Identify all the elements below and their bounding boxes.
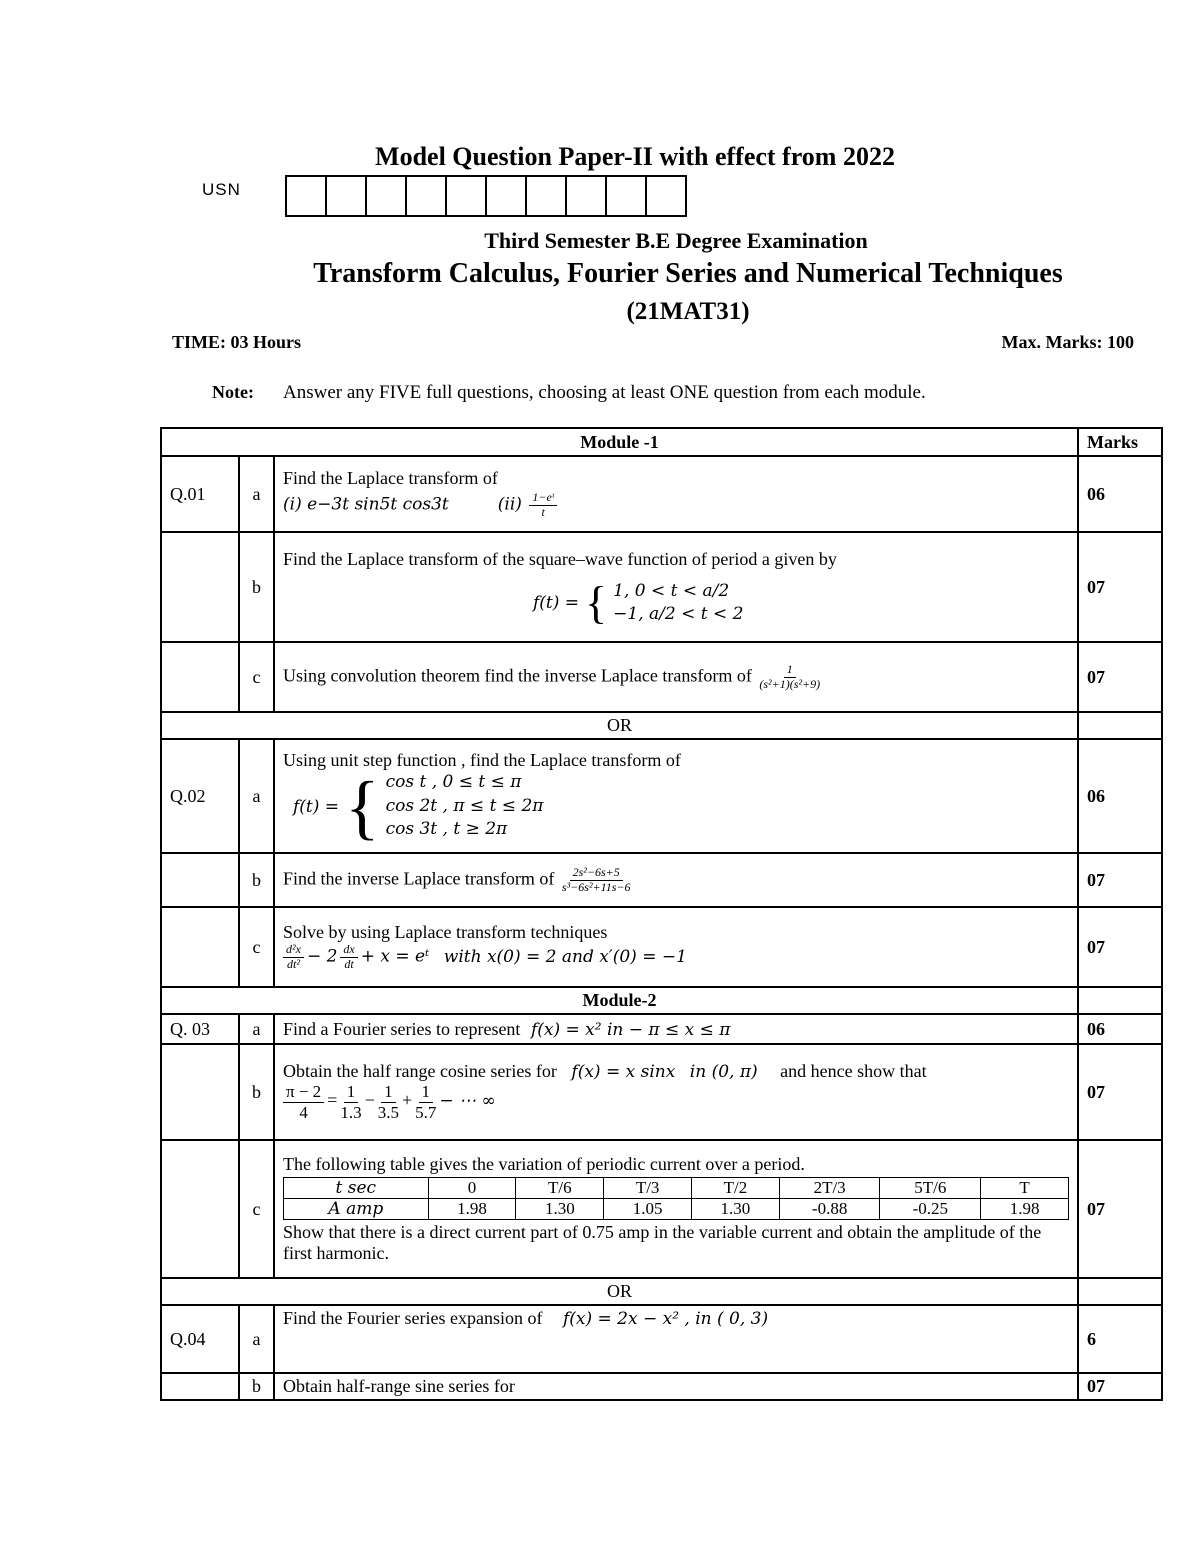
usn-boxes xyxy=(287,175,687,217)
marks-value: 07 xyxy=(1078,642,1162,712)
math-expression: f(x) = 2x − x² , in ( 0, 3) xyxy=(562,1309,769,1329)
usn-box xyxy=(325,175,367,217)
sub-label: a xyxy=(239,1305,274,1373)
or-divider: OR xyxy=(161,712,1078,739)
note-text: Answer any FIVE full questions, choosing at least ONE question from each module. xyxy=(283,382,926,403)
fraction-numerator: 1 xyxy=(381,1082,396,1103)
sub-label: a xyxy=(239,456,274,532)
question-prompt-tail: and hence show that xyxy=(780,1061,927,1082)
table-row xyxy=(161,1044,1162,1140)
table-cell: -0.88 xyxy=(779,1199,880,1220)
math-expression: (i) e−3t sin5t cos3t xyxy=(283,494,449,515)
table-cell: T/6 xyxy=(516,1178,604,1199)
table-row xyxy=(161,1373,1162,1400)
fraction-numerator: π − 2 xyxy=(283,1082,324,1103)
math-expression: − ⋯ ∞ xyxy=(439,1091,496,1112)
question-prompt: Find the Fourier series expansion of xyxy=(283,1308,543,1328)
question-table xyxy=(160,427,1163,1401)
fraction-numerator: dx xyxy=(340,943,357,958)
question-text xyxy=(274,456,1078,532)
table-row xyxy=(161,532,1162,642)
usn-box xyxy=(645,175,687,217)
paper-title: Model Question Paper-II with effect from 2022 xyxy=(375,142,895,171)
fraction-numerator: 1−eᵗ xyxy=(529,491,556,506)
module-2-header: Module-2 xyxy=(161,987,1078,1014)
function-lhs: f(t) = xyxy=(533,592,580,613)
case-line: −1, a/2 < t < 2 xyxy=(613,603,744,624)
table-cell: T/3 xyxy=(604,1178,692,1199)
fraction-numerator: 1 xyxy=(419,1082,434,1103)
fraction-denominator: 3.5 xyxy=(377,1103,399,1122)
usn-box xyxy=(565,175,607,217)
question-text xyxy=(274,1140,1078,1278)
table-row xyxy=(161,642,1162,712)
fraction-numerator: 2s²−6s+5 xyxy=(570,866,623,881)
marks-value: 6 xyxy=(1078,1305,1162,1373)
table-row xyxy=(161,456,1162,532)
differential-equation xyxy=(283,943,1069,972)
brace-symbol: { xyxy=(345,766,380,847)
question-text xyxy=(274,853,1078,907)
question-prompt: Using unit step function , find the Laplace transform of xyxy=(283,749,681,770)
sub-label: a xyxy=(239,739,274,853)
piecewise-function xyxy=(533,576,744,628)
case-line: cos 2t , π ≤ t ≤ 2π xyxy=(385,795,544,816)
question-prompt: Find the Laplace transform of the square–wave function of period a given by xyxy=(283,548,837,569)
module-1-header: Module -1 xyxy=(161,428,1078,456)
usn-box xyxy=(405,175,447,217)
question-prompt: Find the Laplace transform of xyxy=(283,468,498,489)
table-cell: A amp xyxy=(284,1199,429,1220)
math-expression: f(x) = x² in − π ≤ x ≤ π xyxy=(530,1019,731,1040)
table-cell: 1.98 xyxy=(428,1199,516,1220)
question-text xyxy=(274,907,1078,987)
question-text xyxy=(274,532,1078,642)
table-row xyxy=(284,1199,1069,1220)
sub-label: c xyxy=(239,1140,274,1278)
question-text xyxy=(274,1044,1078,1140)
sub-label: b xyxy=(239,1373,274,1400)
question-prompt: Using convolution theorem find the inverse Laplace transform of xyxy=(283,665,752,686)
sub-label: c xyxy=(239,907,274,987)
marks-value: 07 xyxy=(1078,1140,1162,1278)
table-row xyxy=(161,907,1162,987)
table-cell: 1.30 xyxy=(692,1199,780,1220)
sub-label: c xyxy=(239,642,274,712)
fraction-numerator: 1 xyxy=(784,663,796,678)
marks-value: 07 xyxy=(1078,907,1162,987)
table-row xyxy=(161,1014,1162,1044)
table-row xyxy=(161,853,1162,907)
marks-value: 07 xyxy=(1078,1373,1162,1400)
table-cell: 0 xyxy=(428,1178,516,1199)
note-label: Note: xyxy=(212,382,254,402)
fraction xyxy=(529,491,556,520)
question-text xyxy=(274,642,1078,712)
table-cell: T xyxy=(981,1178,1069,1199)
table-row xyxy=(161,1305,1162,1373)
current-table xyxy=(283,1177,1069,1220)
case-line: cos t , 0 ≤ t ≤ π xyxy=(385,771,522,792)
question-number: Q.02 xyxy=(161,739,239,853)
brace-symbol: { xyxy=(585,576,608,628)
usn-box xyxy=(285,175,327,217)
fraction-denominator: (s²+1)(s²+9) xyxy=(759,676,821,691)
marks-value: 07 xyxy=(1078,532,1162,642)
question-prompt: The following table gives the variation of periodic current over a period. xyxy=(283,1154,805,1174)
sub-label: a xyxy=(239,1014,274,1044)
question-text xyxy=(274,1014,1078,1044)
question-prompt: Find the inverse Laplace transform of xyxy=(283,868,555,889)
table-cell: -0.25 xyxy=(880,1199,981,1220)
interval: in (0, π) xyxy=(689,1062,758,1083)
course-code: (21MAT31) xyxy=(626,298,750,325)
fraction xyxy=(759,663,820,692)
fraction-numerator: 1 xyxy=(344,1082,359,1103)
sub-label: b xyxy=(239,532,274,642)
question-number: Q.04 xyxy=(161,1305,239,1373)
or-divider: OR xyxy=(161,1278,1078,1305)
fraction xyxy=(562,866,631,895)
question-text xyxy=(274,1305,1078,1373)
question-prompt: Solve by using Laplace transform techniques xyxy=(283,922,608,943)
fraction-denominator: 4 xyxy=(299,1103,308,1122)
fraction-denominator: dt² xyxy=(287,957,300,971)
table-cell: T/2 xyxy=(692,1178,780,1199)
usn-label: USN xyxy=(202,180,241,199)
usn-box xyxy=(445,175,487,217)
piecewise-function xyxy=(293,766,544,847)
marks-value: 07 xyxy=(1078,1044,1162,1140)
fraction-denominator: s³−6s²+11s−6 xyxy=(561,879,631,894)
semester-heading: Third Semester B.E Degree Examination xyxy=(484,228,868,253)
fraction-denominator: t xyxy=(541,505,545,519)
fraction-numerator: d²x xyxy=(283,943,304,958)
case-line: cos 3t , t ≥ 2π xyxy=(385,819,508,840)
question-prompt: Obtain the half range cosine series for xyxy=(283,1061,557,1082)
marks-value: 06 xyxy=(1078,1014,1162,1044)
table-row xyxy=(284,1178,1069,1199)
fraction-denominator: dt xyxy=(344,957,354,971)
math-label: (ii) xyxy=(497,494,522,515)
usn-box xyxy=(605,175,647,217)
usn-box xyxy=(365,175,407,217)
course-title: Transform Calculus, Fourier Series and Numerical Techniques xyxy=(313,258,1063,289)
table-cell: 1.98 xyxy=(981,1199,1069,1220)
sub-label: b xyxy=(239,1044,274,1140)
max-marks: Max. Marks: 100 xyxy=(1001,332,1134,352)
table-row xyxy=(161,739,1162,853)
sub-label: b xyxy=(239,853,274,907)
marks-value: 06 xyxy=(1078,456,1162,532)
question-prompt: Find a Fourier series to represent xyxy=(283,1018,521,1039)
question-text xyxy=(274,739,1078,853)
case-line: 1, 0 < t < a/2 xyxy=(613,580,730,601)
question-number: Q.01 xyxy=(161,456,239,532)
initial-conditions: with x(0) = 2 and x′(0) = −1 xyxy=(443,946,687,967)
table-cell: 5T/6 xyxy=(880,1178,981,1199)
table-cell: 2T/3 xyxy=(779,1178,880,1199)
question-number: Q. 03 xyxy=(161,1014,239,1044)
usn-box xyxy=(525,175,567,217)
exam-time: TIME: 03 Hours xyxy=(172,332,302,352)
fraction-denominator: 1.3 xyxy=(340,1103,362,1122)
table-cell: 1.05 xyxy=(604,1199,692,1220)
question-prompt-continued: Show that there is a direct current part of 0.75 amp in the variable current and obtain the amplitude of the first harmonic. xyxy=(283,1222,1042,1263)
table-cell: t sec xyxy=(284,1178,429,1199)
table-cell: 1.30 xyxy=(516,1199,604,1220)
marks-value: 07 xyxy=(1078,853,1162,907)
series-identity: $\frac{\pi - 2}{4}$ = $\frac{1}{1.3}$ − $\frac{1}{3.5}$ + $\frac{1}{5.7}$ − ⋯ ∞ xyxy=(283,1082,1069,1122)
math-expression: + x = eᵗ xyxy=(360,946,430,967)
math-operator: − 2 xyxy=(306,946,338,967)
question-text: Obtain half-range sine series for xyxy=(274,1373,1078,1400)
marks-value: 06 xyxy=(1078,739,1162,853)
table-row xyxy=(161,1140,1162,1278)
function-lhs: f(t) = xyxy=(293,796,340,817)
math-expression: f(x) = x sinx xyxy=(571,1062,676,1083)
fraction-denominator: 5.7 xyxy=(415,1103,437,1122)
marks-header: Marks xyxy=(1078,428,1162,456)
usn-box xyxy=(485,175,527,217)
